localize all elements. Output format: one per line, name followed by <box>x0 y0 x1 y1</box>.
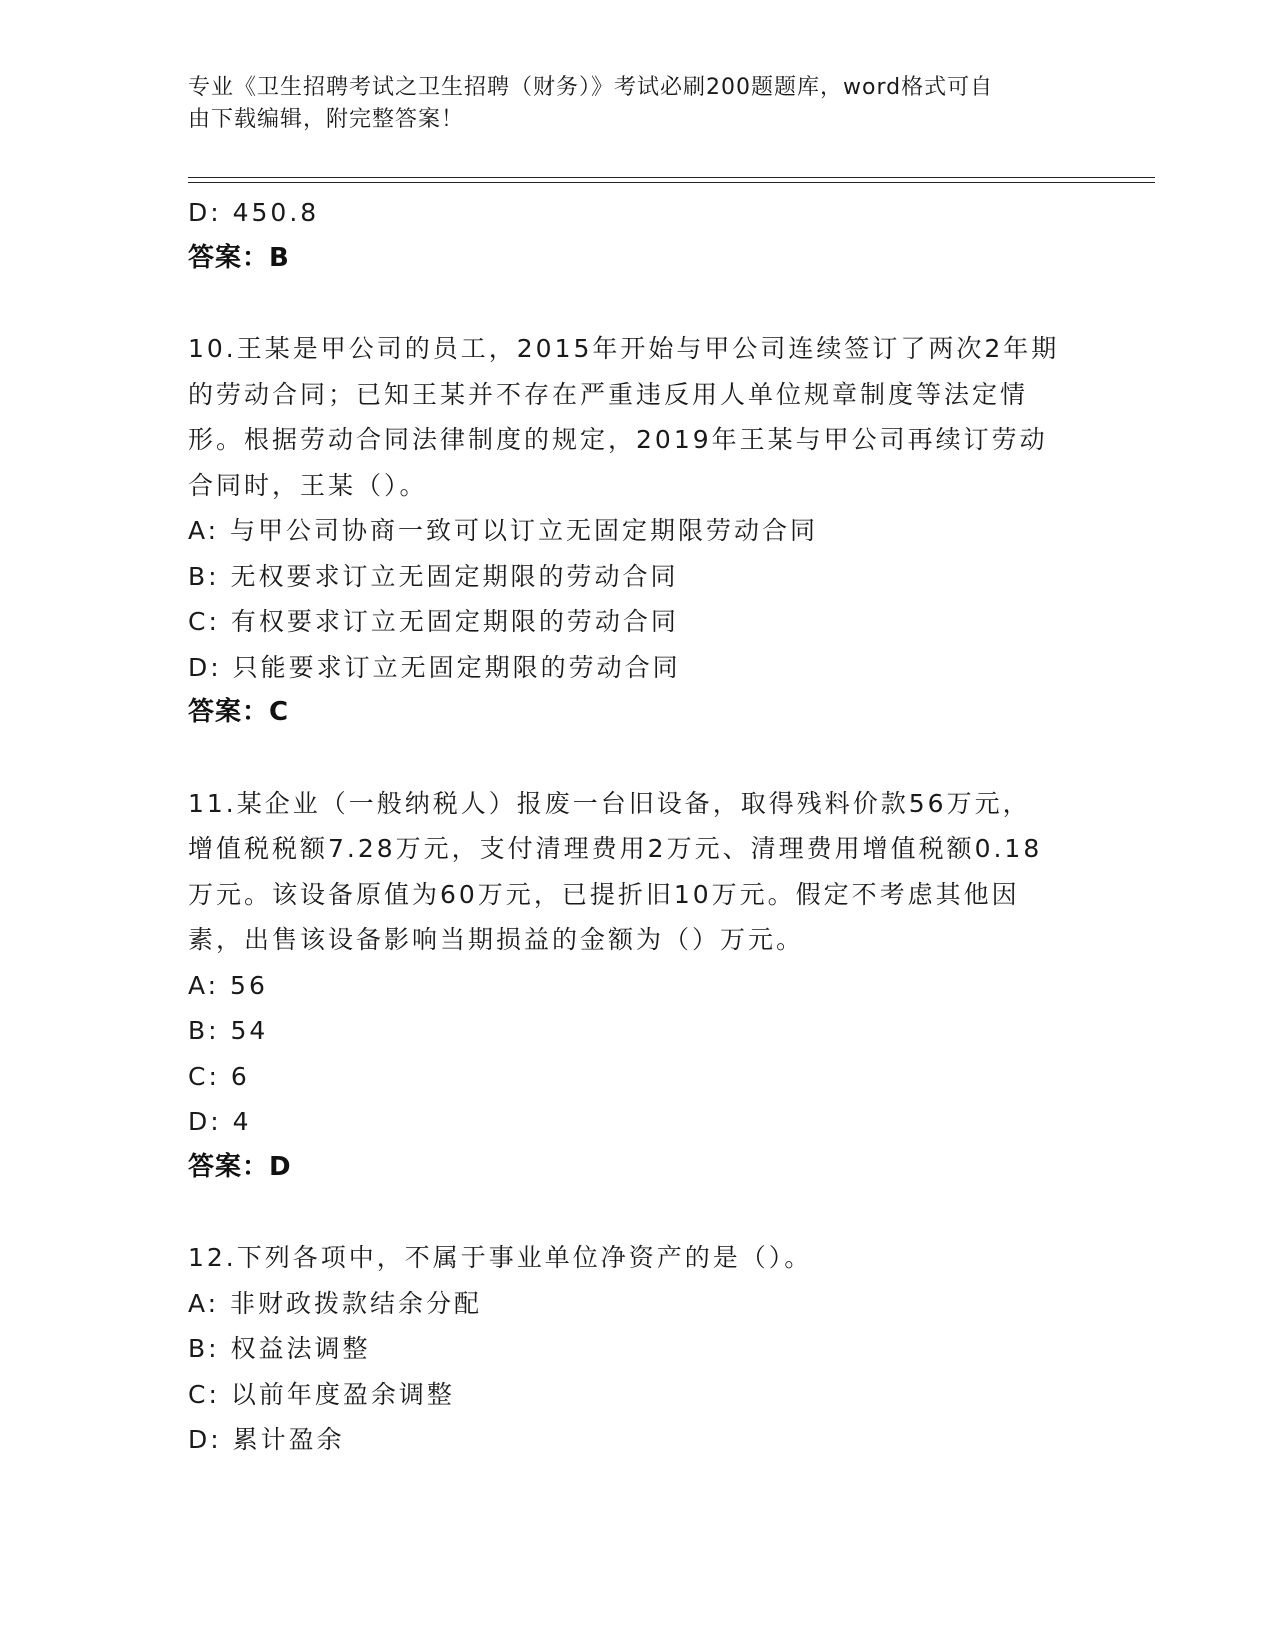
question-stem-line: 12.下列各项中，不属于事业单位净资产的是（）。 <box>188 1243 813 1272</box>
question-stem-line: 万元。该设备原值为60万元，已提折旧10万元。假定不考虑其他因 <box>188 879 1020 909</box>
header-line-1: 专业《卫生招聘考试之卫生招聘（财务）》考试必刷200题题库，word格式可自 <box>188 75 994 100</box>
answer-line: 答案：C <box>188 697 290 727</box>
question-stem-line: 形。根据劳动合同法律制度的规定，2019年王某与甲公司再续订劳动 <box>188 425 1048 454</box>
header-divider-bottom <box>188 182 1155 183</box>
option-d: D: 累计盈余 <box>188 1425 345 1454</box>
option-a: A: 非财政拨款结余分配 <box>188 1288 483 1318</box>
question-11 <box>188 781 1088 1191</box>
question-12 <box>188 1235 1088 1463</box>
question-stem-line: 10.王某是甲公司的员工，2015年开始与甲公司连续签订了两次2年期 <box>188 334 1060 363</box>
question-10 <box>188 326 1088 736</box>
question-stem-line: 的劳动合同；已知王某并不存在严重违反用人单位规章制度等法定情 <box>188 379 1029 409</box>
document-body <box>188 190 1088 1463</box>
previous-question-tail <box>188 190 1088 281</box>
spacer <box>188 736 1088 781</box>
spacer <box>188 281 1088 326</box>
header-divider-top <box>188 177 1155 178</box>
document-header <box>188 72 1088 136</box>
option-b: B: 无权要求订立无固定期限的劳动合同 <box>188 561 679 591</box>
question-stem-line: 11.某企业（一般纳税人）报废一台旧设备，取得残料价款56万元， <box>188 788 1031 818</box>
answer-line: 答案：B <box>188 242 290 273</box>
option-d: D: 只能要求订立无固定期限的劳动合同 <box>188 652 681 682</box>
option-a: A: 56 <box>188 970 268 1000</box>
spacer <box>188 1190 1088 1235</box>
option-c: C: 6 <box>188 1061 250 1091</box>
option-c: C: 以前年度盈余调整 <box>188 1379 455 1409</box>
header-line-2: 由下载编辑，附完整答案！ <box>188 107 465 132</box>
option-c: C: 有权要求订立无固定期限的劳动合同 <box>188 607 679 636</box>
option-a: A: 与甲公司协商一致可以订立无固定期限劳动合同 <box>188 516 819 545</box>
question-stem-line: 增值税税额7.28万元，支付清理费用2万元、清理费用增值税额0.18 <box>188 834 1043 863</box>
answer-line: 答案：D <box>188 1151 292 1182</box>
question-stem-line: 合同时，王某（）。 <box>188 470 428 500</box>
question-stem-line: 素，出售该设备影响当期损益的金额为（）万元。 <box>188 925 805 954</box>
option-d: D: 450.8 <box>188 198 320 227</box>
option-b: B: 54 <box>188 1016 269 1045</box>
option-d: D: 4 <box>188 1107 252 1136</box>
option-b: B: 权益法调整 <box>188 1334 371 1363</box>
